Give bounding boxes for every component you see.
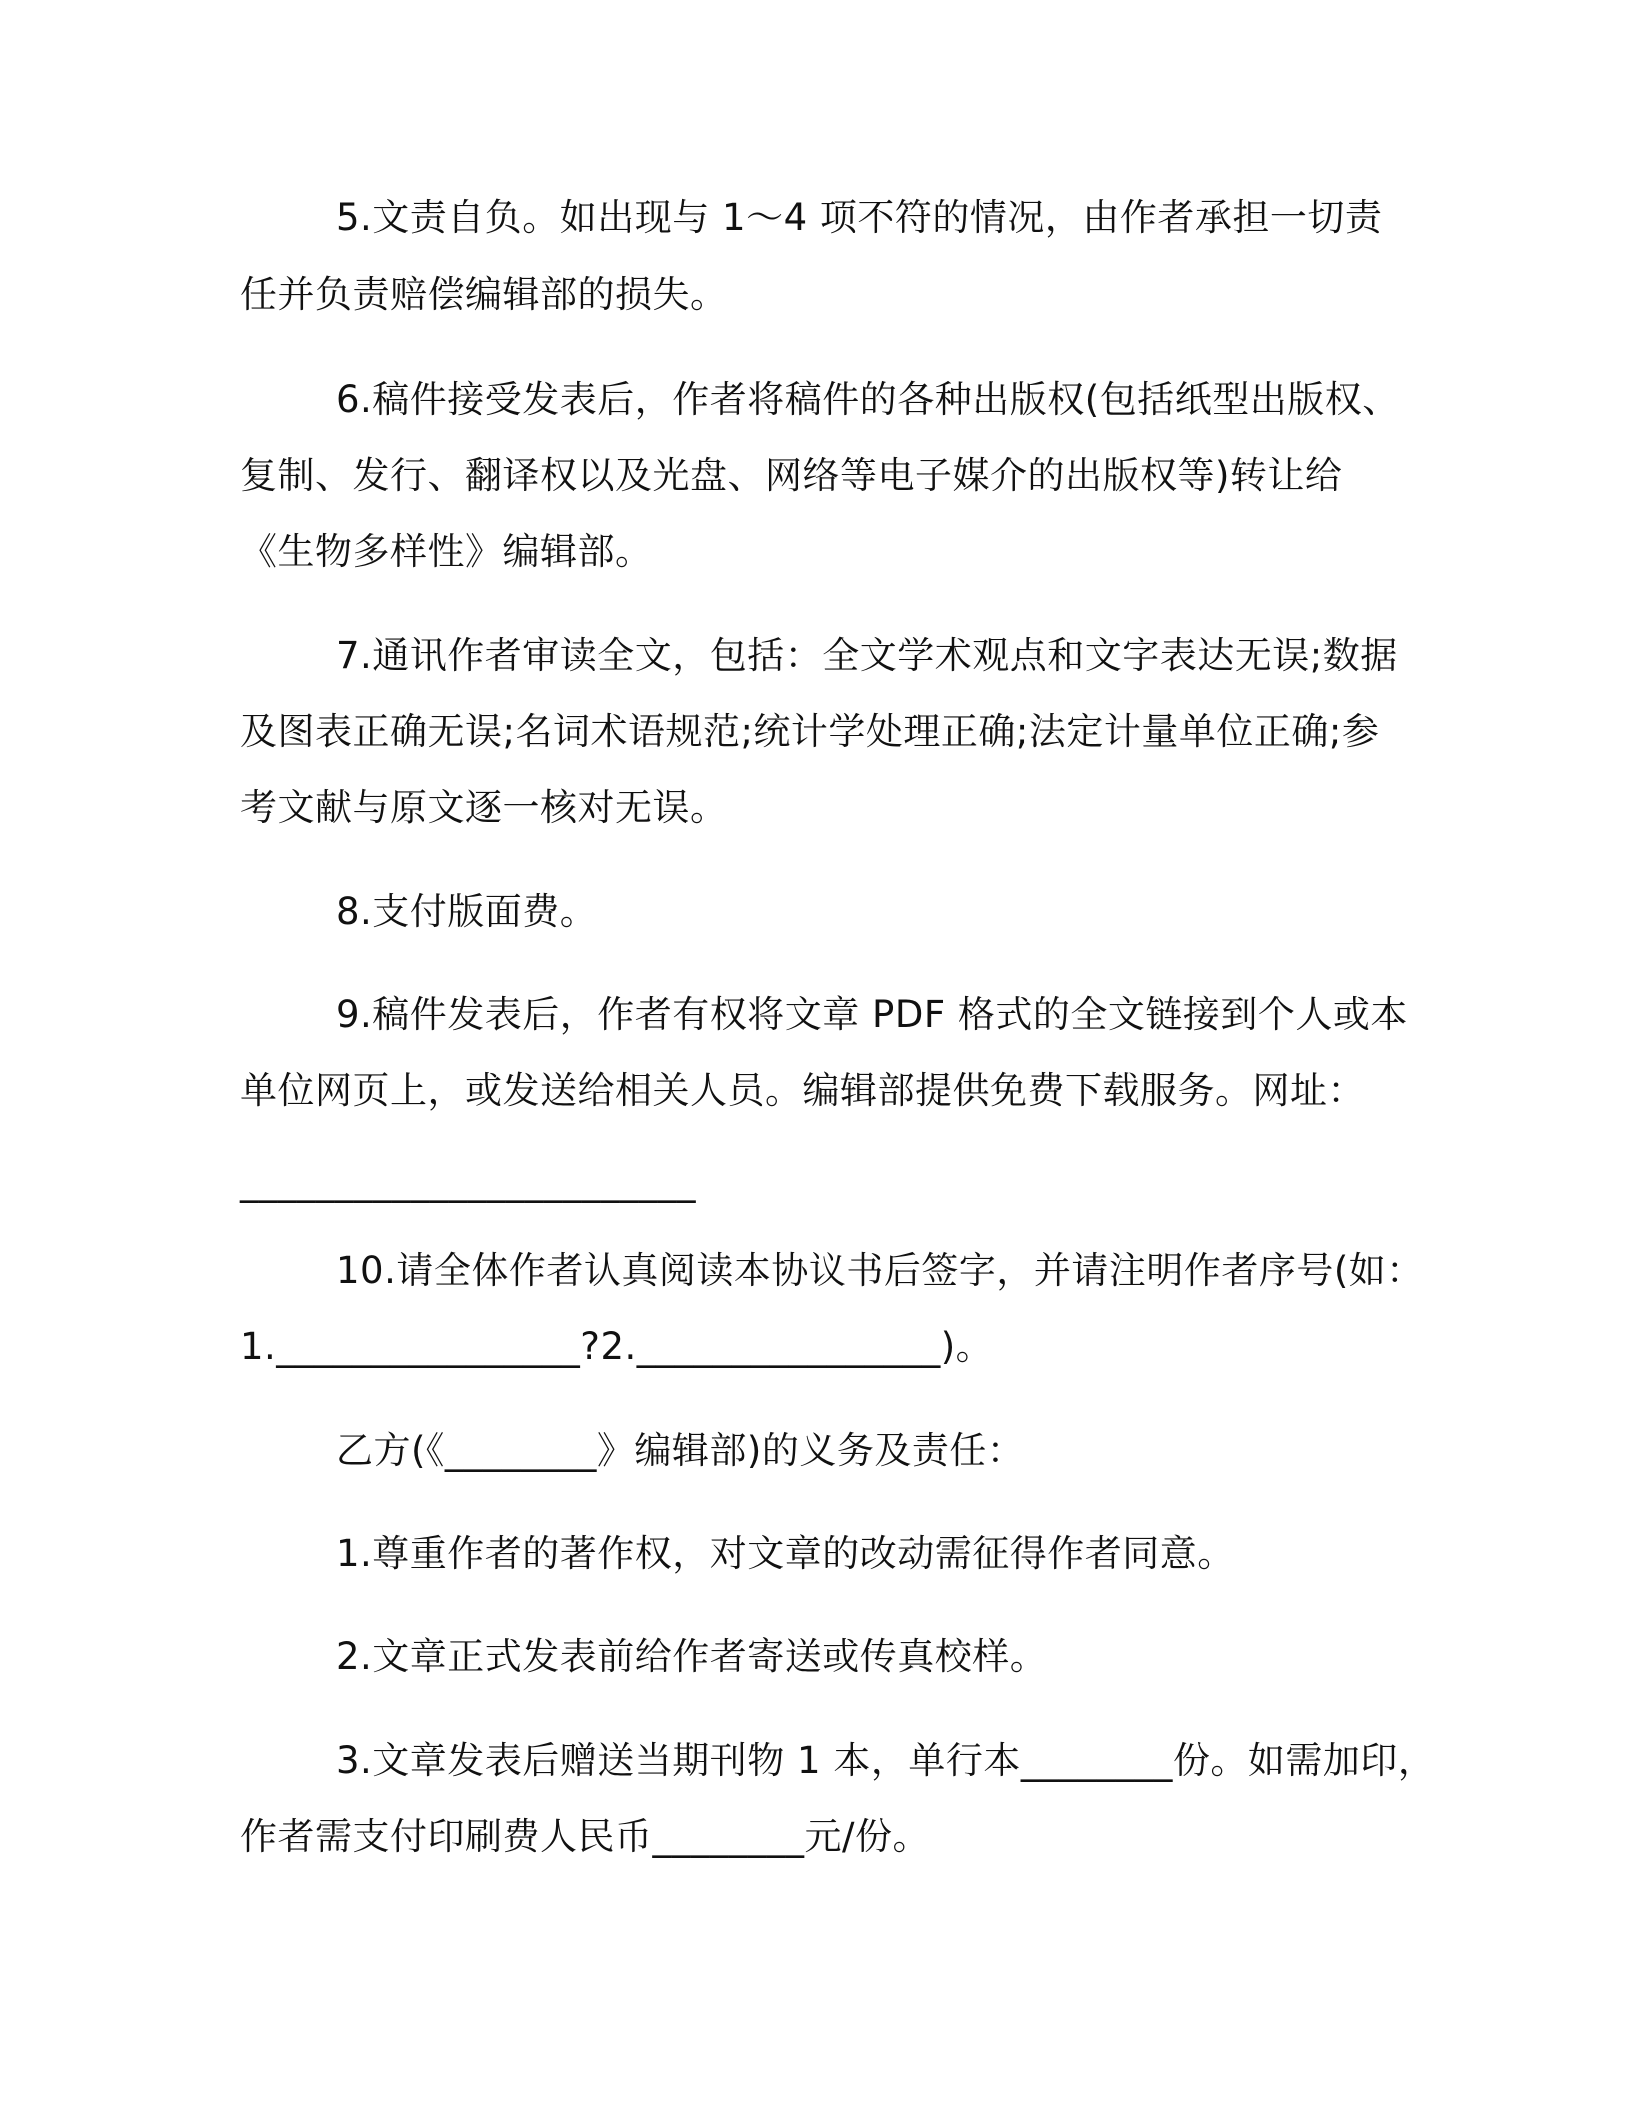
party-b-item-3-line-1: 3.文章发表后赠送当期刊物 1 本，单行本________份。如需加印， [336,1739,1436,1782]
party-b-item-2: 2.文章正式发表前给作者寄送或传真校样。 [336,1635,1048,1678]
party-b-heading: 乙方(《________》编辑部)的义务及责任： [336,1429,1025,1472]
clause-5-line-2: 任并负责赔偿编辑部的损失。 [240,273,728,316]
clause-5-line-1: 5.文责自负。如出现与 1～4 项不符的情况，由作者承担一切责 [336,196,1383,239]
party-b-item-3-line-2: 作者需支付印刷费人民币________元/份。 [240,1815,930,1858]
clause-6-line-1: 6.稿件接受发表后，作者将稿件的各种出版权(包括纸型出版权、 [336,378,1400,421]
clause-7-line-2: 及图表正确无误;名词术语规范;统计学处理正确;法定计量单位正确;参 [240,710,1380,753]
party-b-item-1: 1.尊重作者的著作权，对文章的改动需征得作者同意。 [336,1532,1235,1575]
clause-6-line-3: 《生物多样性》编辑部。 [240,530,653,573]
clause-9-line-2: 单位网页上，或发送给相关人员。编辑部提供免费下载服务。网址： [240,1069,1365,1112]
clause-10-line-2: 1.________________?2.________________)。 [240,1325,994,1368]
clause-9-line-1: 9.稿件发表后，作者有权将文章 PDF 格式的全文链接到个人或本 [336,993,1408,1036]
clause-8-line-1: 8.支付版面费。 [336,890,598,933]
clause-7-line-3: 考文献与原文逐一核对无误。 [240,786,728,829]
clause-10-line-1: 10.请全体作者认真阅读本协议书后签字，并请注明作者序号(如： [336,1249,1424,1292]
clause-7-line-1: 7.通讯作者审读全文，包括：全文学术观点和文字表达无误;数据 [336,634,1398,677]
url-blank-line: ________________________ [240,1160,696,1203]
clause-6-line-2: 复制、发行、翻译权以及光盘、网络等电子媒介的出版权等)转让给 [240,454,1343,497]
